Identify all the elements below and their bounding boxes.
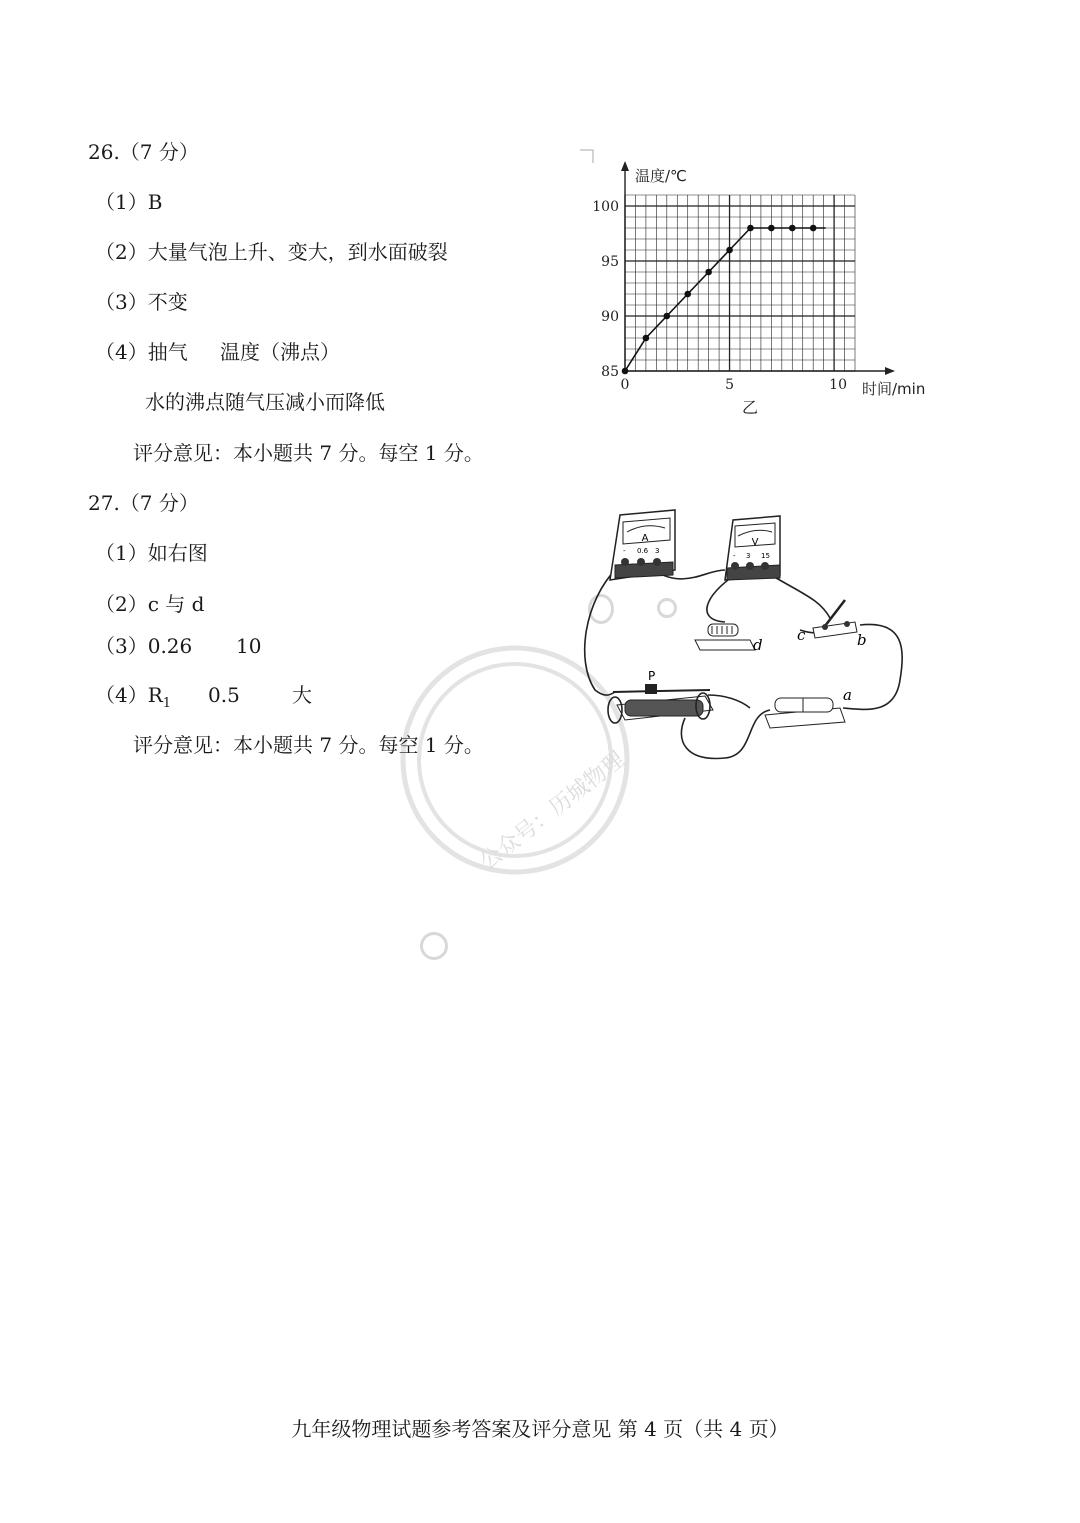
data-point bbox=[789, 225, 796, 232]
rheostat bbox=[608, 669, 713, 723]
q27-answer-2: （2）c 与 d bbox=[95, 592, 205, 616]
x-tick-label: 5 bbox=[725, 377, 735, 393]
voltmeter-terminal: 15 bbox=[761, 552, 770, 560]
chart-axes bbox=[580, 150, 895, 393]
y-tick-label: 85 bbox=[601, 364, 619, 380]
ammeter-label: A bbox=[641, 533, 649, 544]
x-tick-label: 10 bbox=[829, 377, 848, 393]
q27-grading: 评分意见：本小题共 7 分。每空 1 分。 bbox=[133, 733, 484, 757]
data-point bbox=[643, 335, 650, 342]
x-tick-label: 0 bbox=[620, 377, 630, 393]
circuit-diagram bbox=[575, 500, 915, 770]
q27-r-symbol: （4）R bbox=[95, 683, 163, 707]
point-label-b: b bbox=[857, 631, 867, 649]
data-point bbox=[747, 225, 754, 232]
data-point bbox=[726, 247, 733, 254]
voltmeter-label: V bbox=[751, 537, 759, 548]
q26-grading: 评分意见：本小题共 7 分。每空 1 分。 bbox=[133, 441, 484, 465]
x-axis-arrow bbox=[885, 367, 895, 375]
q27-answer-3b: 10 bbox=[236, 634, 262, 658]
q26-answer-4c: 水的沸点随气压减小而降低 bbox=[145, 390, 385, 414]
y-tick-label: 95 bbox=[601, 254, 619, 270]
y-axis-arrow bbox=[621, 161, 629, 171]
q27-answer-4 bbox=[95, 683, 172, 711]
q26-header: 26.（7 分） bbox=[88, 140, 199, 164]
y-axis-label: 温度/℃ bbox=[635, 167, 687, 185]
x-axis-label: 时间/min bbox=[862, 380, 926, 398]
corner-mark bbox=[580, 150, 593, 163]
q26-answer-3: （3）不变 bbox=[95, 290, 188, 314]
watermark-text: 公众号：历城物理 bbox=[475, 747, 630, 876]
q26-answer-1: （1）B bbox=[95, 190, 163, 214]
q26-answer-2: （2）大量气泡上升、变大，到水面破裂 bbox=[95, 240, 448, 264]
data-point bbox=[705, 269, 712, 276]
q27-answer-1: （1）如右图 bbox=[95, 541, 208, 565]
chart-marks bbox=[622, 225, 826, 375]
data-point bbox=[810, 225, 817, 232]
point-label-c: c bbox=[797, 626, 806, 644]
q27-answer-4c: 大 bbox=[292, 683, 312, 707]
ammeter bbox=[610, 510, 675, 580]
q27-header: 27.（7 分） bbox=[88, 491, 199, 515]
point-label-a: a bbox=[843, 686, 852, 704]
series-line bbox=[625, 228, 826, 371]
resistor bbox=[695, 624, 763, 654]
page-footer: 九年级物理试题参考答案及评分意见 第 4 页（共 4 页） bbox=[291, 1417, 789, 1441]
ammeter-terminal: 3 bbox=[655, 547, 660, 555]
q26-answer-4b: 温度（沸点） bbox=[220, 340, 340, 364]
q27-answer-3: （3）0.26 bbox=[95, 634, 193, 658]
ammeter-terminal: - bbox=[623, 547, 626, 555]
data-point bbox=[768, 225, 775, 232]
chart-grid bbox=[625, 195, 855, 371]
voltmeter bbox=[725, 516, 780, 580]
watermark-dot bbox=[420, 932, 448, 960]
chart-caption: 乙 bbox=[742, 398, 759, 417]
battery bbox=[765, 686, 852, 728]
q26-answer-4: （4）抽气 bbox=[95, 340, 188, 364]
ammeter-terminal: 0.6 bbox=[637, 547, 649, 555]
slider-label: P bbox=[648, 669, 656, 683]
circuit-wires bbox=[585, 568, 903, 758]
y-tick-label: 100 bbox=[592, 199, 619, 215]
temperature-time-chart bbox=[575, 145, 945, 420]
switch bbox=[797, 600, 867, 649]
data-point bbox=[664, 313, 671, 320]
voltmeter-terminal: - bbox=[733, 552, 736, 560]
voltmeter-terminal: 3 bbox=[746, 552, 751, 560]
data-point bbox=[622, 368, 629, 375]
data-point bbox=[684, 291, 691, 298]
q27-r-subscript: 1 bbox=[162, 696, 172, 711]
point-label-d: d bbox=[753, 636, 763, 654]
y-tick-label: 90 bbox=[601, 309, 619, 325]
q27-answer-4b: 0.5 bbox=[208, 683, 240, 707]
